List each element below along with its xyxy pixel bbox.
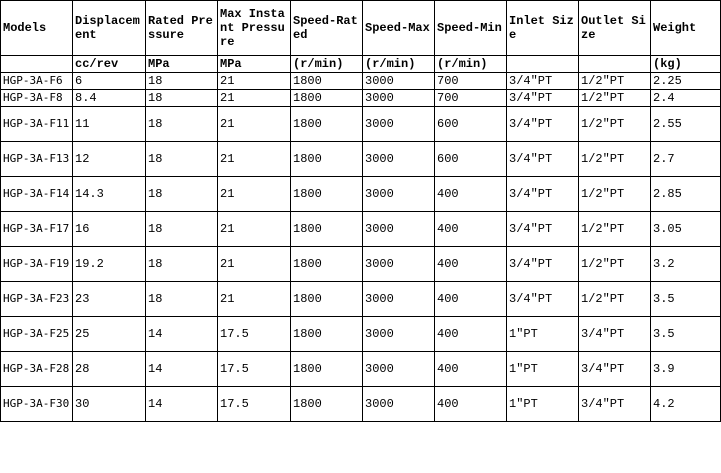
cell-inlet: 3/4″PT (507, 212, 579, 247)
header-speed-max: Speed-Max (363, 1, 435, 56)
cell-rated-pressure: 18 (146, 142, 218, 177)
cell-max-pressure: 21 (218, 90, 291, 107)
cell-speed-max: 3000 (363, 73, 435, 90)
cell-weight: 3.5 (651, 317, 721, 352)
unit-outlet-size (579, 56, 651, 73)
cell-rated-pressure: 18 (146, 212, 218, 247)
unit-row (1, 56, 721, 73)
cell-max-pressure: 21 (218, 73, 291, 90)
cell-outlet: 1/2″PT (579, 247, 651, 282)
cell-speed-rated: 1800 (291, 90, 363, 107)
cell-max-pressure: 21 (218, 282, 291, 317)
cell-weight: 3.05 (651, 212, 721, 247)
cell-max-pressure: 17.5 (218, 352, 291, 387)
cell-weight: 2.7 (651, 142, 721, 177)
cell-speed-min: 700 (435, 90, 507, 107)
cell-speed-rated: 1800 (291, 352, 363, 387)
cell-weight: 2.4 (651, 90, 721, 107)
cell-displacement: 8.4 (73, 90, 146, 107)
cell-rated-pressure: 18 (146, 177, 218, 212)
unit-inlet-size (507, 56, 579, 73)
cell-inlet: 3/4″PT (507, 247, 579, 282)
unit-speed-rated: (r/min) (291, 56, 363, 73)
cell-displacement: 12 (73, 142, 146, 177)
cell-model: HGP-3A-F25 (1, 317, 73, 352)
cell-weight: 2.85 (651, 177, 721, 212)
cell-max-pressure: 17.5 (218, 387, 291, 422)
cell-speed-min: 400 (435, 177, 507, 212)
table-row (1, 177, 721, 212)
cell-weight: 4.2 (651, 387, 721, 422)
cell-speed-max: 3000 (363, 142, 435, 177)
cell-speed-max: 3000 (363, 212, 435, 247)
cell-outlet: 1/2″PT (579, 177, 651, 212)
cell-rated-pressure: 18 (146, 107, 218, 142)
cell-speed-min: 400 (435, 352, 507, 387)
cell-inlet: 3/4″PT (507, 90, 579, 107)
cell-max-pressure: 21 (218, 142, 291, 177)
cell-outlet: 1/2″PT (579, 212, 651, 247)
cell-weight: 2.25 (651, 73, 721, 90)
unit-max-instant-pressure: MPa (218, 56, 291, 73)
cell-outlet: 3/4″PT (579, 387, 651, 422)
cell-speed-min: 400 (435, 387, 507, 422)
cell-speed-rated: 1800 (291, 247, 363, 282)
table-row (1, 142, 721, 177)
header-displacement: Displacement (73, 1, 146, 56)
cell-speed-min: 700 (435, 73, 507, 90)
cell-max-pressure: 21 (218, 177, 291, 212)
cell-speed-min: 400 (435, 282, 507, 317)
cell-displacement: 11 (73, 107, 146, 142)
cell-speed-rated: 1800 (291, 142, 363, 177)
cell-speed-max: 3000 (363, 387, 435, 422)
cell-speed-min: 600 (435, 142, 507, 177)
table-row (1, 90, 721, 107)
cell-inlet: 3/4″PT (507, 177, 579, 212)
cell-displacement: 25 (73, 317, 146, 352)
cell-weight: 3.9 (651, 352, 721, 387)
cell-speed-min: 400 (435, 247, 507, 282)
cell-max-pressure: 21 (218, 247, 291, 282)
cell-weight: 2.55 (651, 107, 721, 142)
cell-model: HGP-3A-F23 (1, 282, 73, 317)
cell-rated-pressure: 14 (146, 352, 218, 387)
header-row (1, 1, 721, 56)
cell-inlet: 3/4″PT (507, 73, 579, 90)
cell-speed-rated: 1800 (291, 177, 363, 212)
cell-outlet: 1/2″PT (579, 282, 651, 317)
cell-inlet: 3/4″PT (507, 107, 579, 142)
table-row (1, 107, 721, 142)
cell-max-pressure: 21 (218, 107, 291, 142)
table-row (1, 352, 721, 387)
cell-rated-pressure: 18 (146, 282, 218, 317)
table-row (1, 212, 721, 247)
unit-speed-max: (r/min) (363, 56, 435, 73)
cell-displacement: 16 (73, 212, 146, 247)
cell-inlet: 1″PT (507, 387, 579, 422)
cell-displacement: 6 (73, 73, 146, 90)
header-max-instant-pressure: Max Instant Pressure (218, 1, 291, 56)
cell-max-pressure: 17.5 (218, 317, 291, 352)
header-rated-pressure: Rated Pressure (146, 1, 218, 56)
table-row (1, 317, 721, 352)
cell-inlet: 1″PT (507, 317, 579, 352)
cell-speed-max: 3000 (363, 352, 435, 387)
cell-displacement: 30 (73, 387, 146, 422)
cell-displacement: 28 (73, 352, 146, 387)
cell-outlet: 1/2″PT (579, 73, 651, 90)
cell-outlet: 1/2″PT (579, 142, 651, 177)
cell-speed-rated: 1800 (291, 282, 363, 317)
header-speed-rated: Speed-Rated (291, 1, 363, 56)
cell-speed-rated: 1800 (291, 212, 363, 247)
cell-model: HGP-3A-F6 (1, 73, 73, 90)
cell-speed-min: 400 (435, 212, 507, 247)
cell-outlet: 3/4″PT (579, 352, 651, 387)
cell-rated-pressure: 14 (146, 387, 218, 422)
cell-speed-rated: 1800 (291, 317, 363, 352)
header-outlet-size: Outlet Size (579, 1, 651, 56)
cell-speed-max: 3000 (363, 247, 435, 282)
cell-model: HGP-3A-F28 (1, 352, 73, 387)
cell-model: HGP-3A-F17 (1, 212, 73, 247)
header-speed-min: Speed-Min (435, 1, 507, 56)
cell-model: HGP-3A-F19 (1, 247, 73, 282)
cell-displacement: 23 (73, 282, 146, 317)
header-inlet-size: Inlet Size (507, 1, 579, 56)
cell-model: HGP-3A-F11 (1, 107, 73, 142)
cell-speed-max: 3000 (363, 177, 435, 212)
cell-speed-max: 3000 (363, 107, 435, 142)
header-models: Models (1, 1, 73, 56)
cell-model: HGP-3A-F13 (1, 142, 73, 177)
cell-rated-pressure: 18 (146, 73, 218, 90)
unit-displacement: cc/rev (73, 56, 146, 73)
cell-weight: 3.2 (651, 247, 721, 282)
cell-weight: 3.5 (651, 282, 721, 317)
cell-max-pressure: 21 (218, 212, 291, 247)
cell-inlet: 3/4″PT (507, 282, 579, 317)
cell-model: HGP-3A-F14 (1, 177, 73, 212)
header-weight: Weight (651, 1, 721, 56)
table-row (1, 387, 721, 422)
cell-inlet: 3/4″PT (507, 142, 579, 177)
unit-speed-min: (r/min) (435, 56, 507, 73)
cell-speed-rated: 1800 (291, 107, 363, 142)
cell-model: HGP-3A-F30 (1, 387, 73, 422)
cell-speed-rated: 1800 (291, 73, 363, 90)
cell-outlet: 1/2″PT (579, 107, 651, 142)
cell-outlet: 3/4″PT (579, 317, 651, 352)
cell-inlet: 1″PT (507, 352, 579, 387)
unit-weight: (kg) (651, 56, 721, 73)
table-row (1, 73, 721, 90)
cell-speed-max: 3000 (363, 317, 435, 352)
cell-speed-max: 3000 (363, 90, 435, 107)
cell-outlet: 1/2″PT (579, 90, 651, 107)
cell-speed-min: 400 (435, 317, 507, 352)
cell-rated-pressure: 14 (146, 317, 218, 352)
cell-rated-pressure: 18 (146, 90, 218, 107)
cell-speed-max: 3000 (363, 282, 435, 317)
table-row (1, 247, 721, 282)
unit-models (1, 56, 73, 73)
cell-model: HGP-3A-F8 (1, 90, 73, 107)
cell-speed-rated: 1800 (291, 387, 363, 422)
cell-rated-pressure: 18 (146, 247, 218, 282)
table-row (1, 282, 721, 317)
cell-displacement: 19.2 (73, 247, 146, 282)
cell-speed-min: 600 (435, 107, 507, 142)
unit-rated-pressure: MPa (146, 56, 218, 73)
cell-displacement: 14.3 (73, 177, 146, 212)
